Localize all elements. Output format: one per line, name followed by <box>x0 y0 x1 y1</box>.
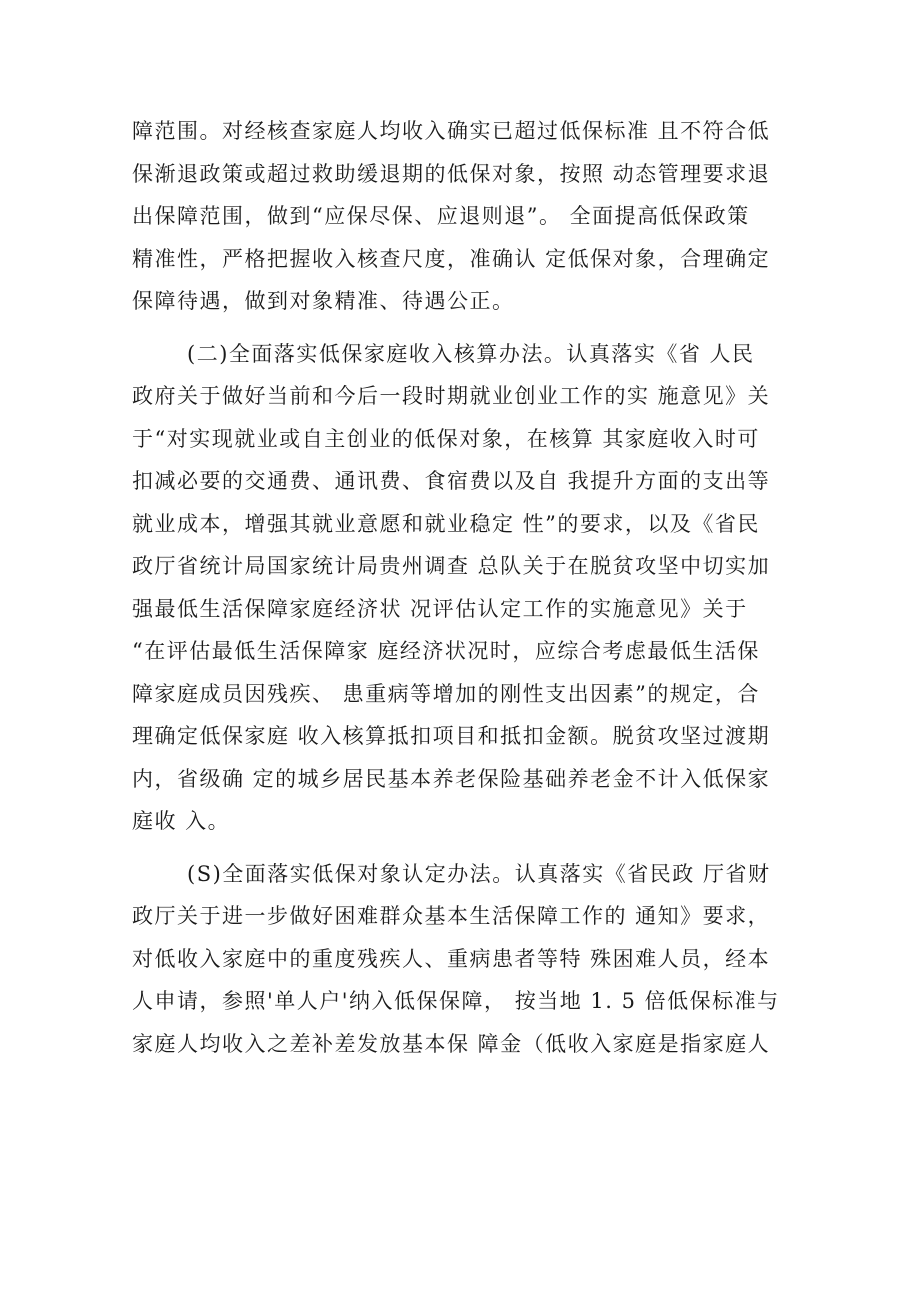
paragraph-gap <box>132 843 792 853</box>
text-line: 就业成本，增强其就业意愿和就业稳定 性”的要求，以及《省民 <box>132 511 760 536</box>
text-line: 障家庭成员因残疾、 患重病等增加的刚性支出因素”的规定，合 <box>132 681 760 706</box>
text-line: 庭收 入。 <box>132 809 231 833</box>
text-line: 政府关于做好当前和今后一段时期就业创业工作的实 施意见》关 <box>132 384 771 408</box>
text-line: 精准性，严格把握收入核查尺度，准确认 定低保对象，合理确定 <box>132 246 771 271</box>
text-line: 政厅省统计局国家统计局贵州调查 总队关于在脱贫攻坚中切实加 <box>132 554 771 578</box>
text-line: 保渐退政策或超过救助缓退期的低保对象，按照 动态管理要求退 <box>132 161 771 186</box>
text-line: 内，省级确 定的城乡居民基本养老保险基础养老金不计入低保家 <box>132 766 771 791</box>
document-body <box>132 110 792 1065</box>
text-line: (二)全面落实低保家庭收入核算办法。认真落实《省 人民 <box>187 341 755 366</box>
paragraph-2 <box>132 333 792 843</box>
text-line: 人申请，参照'单人户'纳入低保保障， 按当地 1. 5 倍低保标准与 <box>132 989 780 1013</box>
text-line: 于“对实现就业或自主创业的低保对象，在核算 其家庭收入时可 <box>132 426 760 451</box>
text-line: 政厅关于进一步做好困难群众基本生活保障工作的 通知》要求， <box>132 904 771 928</box>
text-line: 出保障范围，做到“应保尽保、应退则退”。 全面提高低保政策 <box>132 204 750 228</box>
text-line: 障范围。对经核查家庭人均收入确实已超过低保标准 且不符合低 <box>132 119 771 143</box>
paragraph-1 <box>132 110 792 323</box>
text-line: 家庭人均收入之差补差发放基本保 障金（低收入家庭是指家庭人 <box>132 1031 771 1056</box>
paragraph-gap <box>132 323 792 333</box>
text-line: 理确定低保家庭 收入核算抵扣项目和抵扣金额。脱贫攻坚过渡期 <box>132 724 771 748</box>
text-line: “在评估最低生活保障家 庭经济状况时，应综合考虑最低生活保 <box>132 639 760 663</box>
paragraph-3 <box>132 853 792 1066</box>
text-line: 保障待遇，做到对象精准、待遇公正。 <box>132 289 515 313</box>
text-line: 对低收入家庭中的重度残疾人、重病患者等特 殊困难人员，经本 <box>132 946 771 971</box>
text-line: 扣减必要的交通费、通讯费、食宿费以及自 我提升方面的支出等 <box>132 469 771 493</box>
text-line: (S)全面落实低保对象认定办法。认真落实《省民政 厅省财 <box>187 861 771 886</box>
text-line: 强最低生活保障家庭经济状 况评估认定工作的实施意见》关于 <box>132 596 748 621</box>
